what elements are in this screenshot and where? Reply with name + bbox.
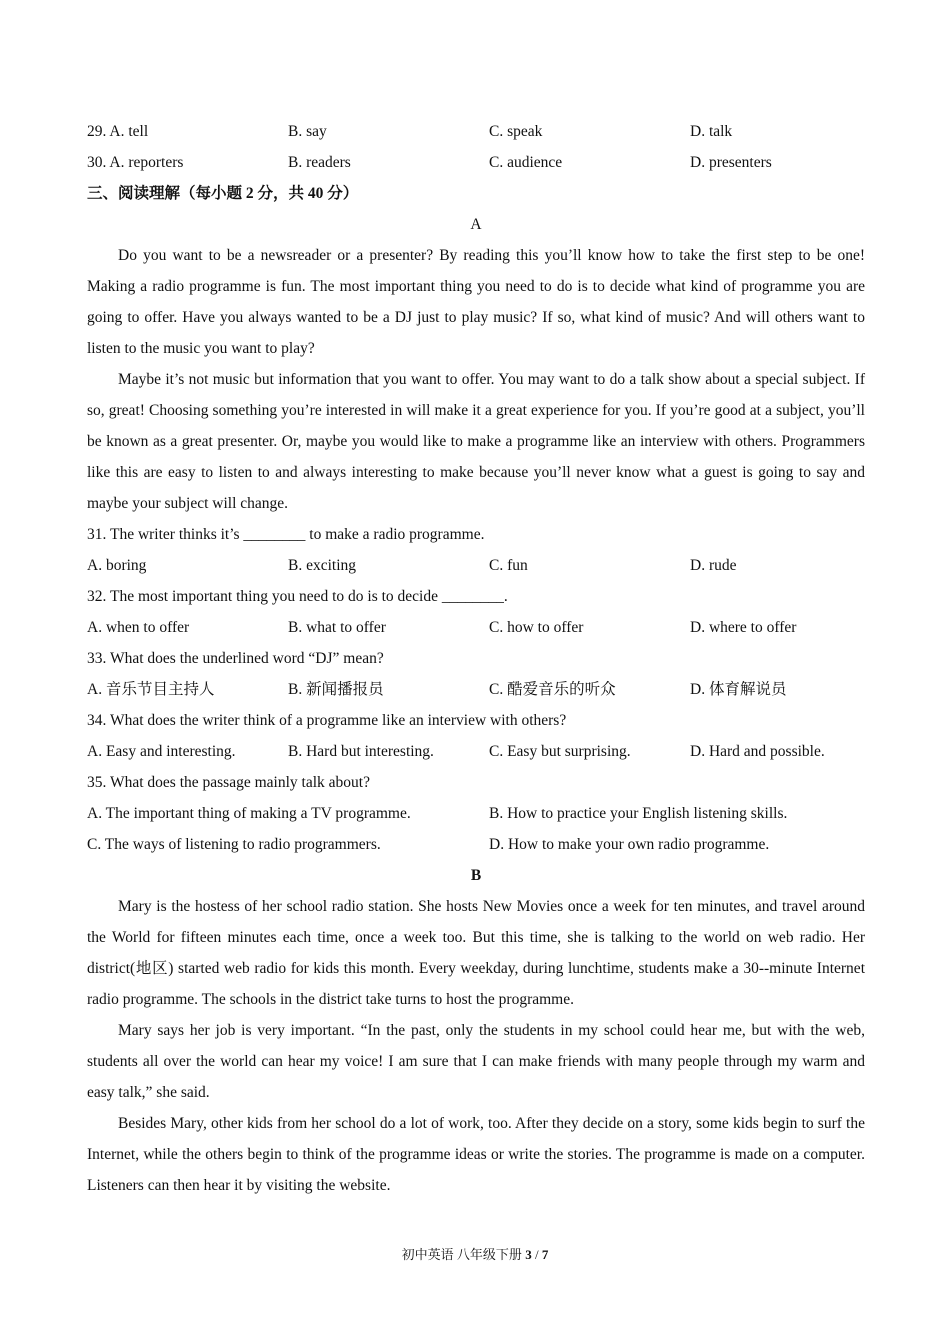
question-33-stem: 33. What does the underlined word “DJ” mean?	[87, 650, 384, 667]
passage-b-paragraph-1: Mary is the hostess of her school radio station. She hosts New Movies once a week for ten minutes, and travel around the World for fifteen minutes each time, once a week too. But this time, she is talking to the world on web radio. Her district(地区) started web radio for kids this month. Every weekday, during lunchtime, students make a 30--minute Internet radio programme. The schools in the district take turns to host the programme.	[87, 898, 865, 1008]
q29-option-b: B. say	[288, 123, 327, 140]
q32-option-b: B. what to offer	[288, 619, 386, 636]
section-3-title: 三、阅读理解（每小题 2 分，共 40 分）	[87, 185, 359, 202]
question-31-stem: 31. The writer thinks it’s ________ to make a radio programme.	[87, 526, 485, 543]
question-32-options	[87, 612, 865, 643]
question-33-options	[87, 674, 865, 705]
q35-option-c: C. The ways of listening to radio programmers.	[87, 836, 381, 853]
footer-page-number: 3	[525, 1247, 532, 1262]
question-29-options	[87, 116, 865, 147]
q34-option-b: B. Hard but interesting.	[288, 743, 434, 760]
q30-option-d: D. presenters	[690, 154, 772, 171]
question-35-options-row-1	[87, 798, 865, 829]
passage-b-label: B	[470, 867, 482, 884]
q33-option-a: A. 音乐节目主持人	[87, 681, 215, 698]
q33-option-c: C. 酷爱音乐的听众	[489, 681, 616, 698]
question-34-options	[87, 736, 865, 767]
q31-option-b: B. exciting	[288, 557, 357, 574]
q31-option-a: A. boring	[87, 557, 147, 574]
q35-option-b: B. How to practice your English listening skills.	[489, 805, 788, 822]
passage-b-paragraph-3: Besides Mary, other kids from her school do a lot of work, too. After they decide on a story, some kids begin to surf the Internet, while the others begin to think of the programme ideas or write the stories. The programme is made on a computer. Listeners can then hear it by visiting the website.	[87, 1115, 865, 1194]
footer-separator: /	[531, 1247, 542, 1262]
q29-option-c: C. speak	[489, 123, 543, 140]
q31-option-d: D. rude	[690, 557, 737, 574]
q34-option-d: D. Hard and possible.	[690, 743, 825, 760]
q34-option-c: C. Easy but surprising.	[489, 743, 631, 760]
footer-page-total: 7	[541, 1247, 549, 1262]
q34-option-a: A. Easy and interesting.	[87, 743, 236, 760]
q35-option-a: A. The important thing of making a TV programme.	[87, 805, 411, 822]
passage-a-paragraph-2: Maybe it’s not music but information that you want to offer. You may want to do a talk show about a special subject. If so, great! Choosing something you’re interested in will make it a great experience for you. If you’re good at a subject, you’ll be known as a great presenter. Or, maybe you would like to make a programme like an interview with others. Programmers like this are easy to listen to and always interesting to make because you’ll never know what a guest is going to say and maybe your subject will change.	[87, 371, 865, 512]
passage-b-paragraph-2: Mary says her job is very important. “In the past, only the students in my school could hear me, but with the web, students all over the world can hear my voice! I am sure that I can make friends with many people through my warm and easy talk,” she said.	[87, 1022, 865, 1101]
question-35-stem: 35. What does the passage mainly talk about?	[87, 774, 370, 791]
footer-subject: 初中英语 八年级下册	[401, 1247, 526, 1262]
q31-option-c: C. fun	[489, 557, 528, 574]
q29-option-d: D. talk	[690, 123, 733, 140]
q32-option-a: A. when to offer	[87, 619, 190, 636]
passage-a-paragraph-1: Do you want to be a newsreader or a presenter? By reading this you’ll know how to take the first step to be one! Making a radio programme is fun. The most important thing you need to do is to decide what kind of programme you are going to offer. Have you always wanted to be a DJ just to play music? If so, what kind of music? And will others want to listen to the music you want to play?	[87, 247, 865, 357]
q29-option-a: 29. A. tell	[87, 123, 149, 140]
passage-a-label: A	[470, 216, 482, 233]
q32-option-c: C. how to offer	[489, 619, 584, 636]
question-34-stem: 34. What does the writer think of a programme like an interview with others?	[87, 712, 567, 729]
exam-page	[87, 116, 865, 1201]
q33-option-b: B. 新闻播报员	[288, 681, 384, 698]
q32-option-d: D. where to offer	[690, 619, 797, 636]
q35-option-d: D. How to make your own radio programme.	[489, 836, 770, 853]
q33-option-d: D. 体育解说员	[690, 681, 787, 698]
q30-option-b: B. readers	[288, 154, 351, 171]
question-30-options	[87, 147, 865, 178]
q30-option-a: 30. A. reporters	[87, 154, 184, 171]
question-31-options	[87, 550, 865, 581]
page-footer	[0, 1245, 950, 1265]
question-35-options-row-2	[87, 829, 865, 860]
question-32-stem: 32. The most important thing you need to do is to decide ________.	[87, 588, 508, 605]
q30-option-c: C. audience	[489, 154, 563, 171]
